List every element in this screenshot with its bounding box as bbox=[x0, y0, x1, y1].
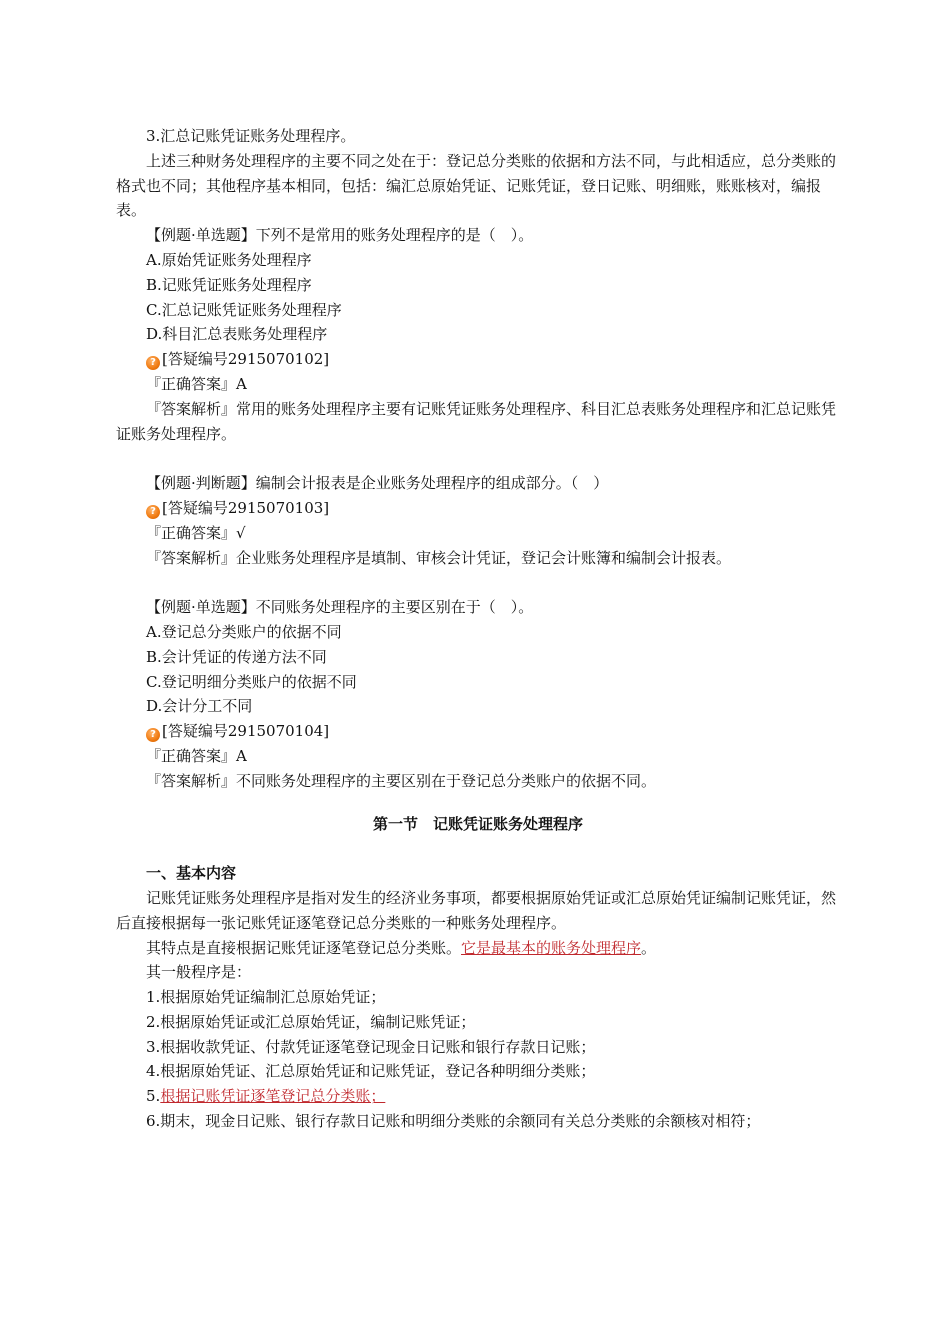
q3-option-c: C.登记明细分类账户的依据不同 bbox=[146, 672, 357, 691]
q1-option-c: C.汇总记账凭证账务处理程序 bbox=[146, 300, 342, 319]
spacer bbox=[116, 836, 840, 861]
q1-ref[interactable]: [答疑编号2915070102] bbox=[162, 350, 330, 369]
q1-option-b: B.记账凭证账务处理程序 bbox=[146, 275, 312, 294]
q3-option-a: A.登记总分类账户的依据不同 bbox=[146, 622, 342, 641]
step-6: 6.期末，现金日记账、银行存款日记账和明细分类账的余额同有关总分类账的余额核对相符； bbox=[146, 1112, 761, 1131]
feature-paragraph bbox=[116, 936, 840, 961]
question-icon[interactable]: ? bbox=[146, 505, 160, 519]
steps-intro: 其一般程序是： bbox=[146, 963, 252, 982]
section-title: 第一节 记账凭证账务处理程序 bbox=[372, 814, 583, 833]
q2-stem: 【例题·判断题】编制会计报表是企业账务处理程序的组成部分。（ ） bbox=[146, 474, 609, 493]
step-1: 1.根据原始凭证编制汇总原始凭证； bbox=[146, 988, 386, 1007]
q2-analysis: 『答案解析』企业账务处理程序是填制、审核会计凭证，登记会计账簿和编制会计报表。 bbox=[146, 548, 732, 567]
q1-answer: 『正确答案』A bbox=[146, 374, 247, 393]
spacer bbox=[116, 570, 840, 595]
q2-ref-line bbox=[116, 496, 840, 521]
q1-ref-line bbox=[116, 347, 840, 372]
step-5-number: 5. bbox=[146, 1087, 161, 1106]
q3-ref[interactable]: [答疑编号2915070104] bbox=[162, 722, 330, 741]
highlight-text: 它是最基本的账务处理程序 bbox=[461, 938, 642, 957]
definition-paragraph: 记账凭证账务处理程序是指对发生的经济业务事项，都要根据原始凭证或汇总原始凭证编制记账凭证，然后直接根据每一张记账凭证逐笔登记总分类账的一种账务处理程序。 bbox=[116, 888, 837, 932]
q3-analysis: 『答案解析』不同账务处理程序的主要区别在于登记总分类账户的依据不同。 bbox=[146, 771, 657, 790]
q3-stem: 【例题·单选题】不同账务处理程序的主要区别在于（ ）。 bbox=[146, 598, 534, 617]
step-5-highlight: 根据记账凭证逐笔登记总分类账； bbox=[160, 1087, 386, 1106]
q1-analysis: 『答案解析』常用的账务处理程序主要有记账凭证账务处理程序、科目汇总表账务处理程序和汇总记账凭证账务处理程序。 bbox=[116, 399, 837, 443]
q2-answer: 『正确答案』√ bbox=[146, 523, 246, 542]
step-3: 3.根据收款凭证、付款凭证逐笔登记现金日记账和银行存款日记账； bbox=[146, 1037, 596, 1056]
q3-ref-line bbox=[116, 719, 840, 744]
q1-option-d: D.科目汇总表账务处理程序 bbox=[146, 325, 328, 344]
q3-answer: 『正确答案』A bbox=[146, 746, 247, 765]
q1-stem: 【例题·单选题】下列不是常用的账务处理程序的是（ ）。 bbox=[146, 226, 534, 245]
spacer bbox=[116, 446, 840, 471]
intro-item-3: 3.汇总记账凭证账务处理程序。 bbox=[146, 127, 356, 145]
subheading-basic-content: 一、基本内容 bbox=[146, 864, 237, 883]
step-2: 2.根据原始凭证或汇总原始凭证，编制记账凭证； bbox=[146, 1012, 476, 1031]
question-icon[interactable]: ? bbox=[146, 356, 160, 370]
q1-option-a: A.原始凭证账务处理程序 bbox=[146, 250, 312, 269]
q2-ref[interactable]: [答疑编号2915070103] bbox=[162, 498, 330, 517]
step-5 bbox=[116, 1084, 840, 1109]
feature-text: 其特点是直接根据记账凭证逐笔登记总分类账。 bbox=[146, 938, 462, 957]
spacer bbox=[116, 794, 840, 806]
q3-option-b: B.会计凭证的传递方法不同 bbox=[146, 647, 327, 666]
question-icon[interactable]: ? bbox=[146, 728, 160, 742]
step-4: 4.根据原始凭证、汇总原始凭证和记账凭证，登记各种明细分类账； bbox=[146, 1062, 596, 1081]
feature-end: 。 bbox=[641, 938, 657, 957]
intro-paragraph: 上述三种财务处理程序的主要不同之处在于：登记总分类账的依据和方法不同，与此相适应，总分类账的格式也不同；其他程序基本相同，包括：编汇总原始凭证、记账凭证，登日记账、明细账，账账核对，编报表。 bbox=[116, 151, 837, 220]
document-page bbox=[116, 124, 840, 1134]
q3-option-d: D.会计分工不同 bbox=[146, 697, 253, 716]
